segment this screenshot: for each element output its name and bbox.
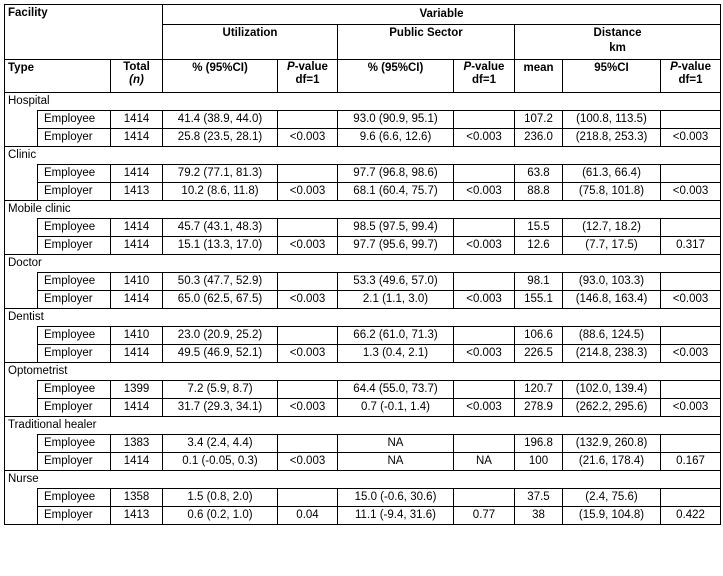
cell-utilization-p: <0.003 <box>278 291 338 309</box>
indent-cell <box>5 273 38 291</box>
cell-total: 1414 <box>111 345 163 363</box>
cell-utilization: 3.4 (2.4, 4.4) <box>163 435 278 453</box>
cell-distance-mean: 88.8 <box>515 183 563 201</box>
cell-utilization-p: <0.003 <box>278 345 338 363</box>
cell-type: Employer <box>38 453 111 471</box>
indent-cell <box>5 435 38 453</box>
cell-public-sector-p: <0.003 <box>454 183 515 201</box>
cell-utilization: 15.1 (13.3, 17.0) <box>163 237 278 255</box>
header-pub-pct: % (95%CI) <box>338 60 454 93</box>
cell-public-sector-p <box>454 435 515 453</box>
cell-distance-p: <0.003 <box>661 399 721 417</box>
section-row <box>5 471 721 489</box>
cell-type: Employer <box>38 507 111 525</box>
cell-distance-p <box>661 489 721 507</box>
cell-distance-ci: (61.3, 66.4) <box>563 165 661 183</box>
cell-utilization-p <box>278 381 338 399</box>
cell-utilization-p <box>278 327 338 345</box>
cell-distance-ci: (100.8, 113.5) <box>563 111 661 129</box>
table-row <box>5 489 721 507</box>
cell-distance-mean: 120.7 <box>515 381 563 399</box>
cell-distance-p: <0.003 <box>661 129 721 147</box>
cell-public-sector: NA <box>338 435 454 453</box>
table-row <box>5 219 721 237</box>
cell-total: 1414 <box>111 399 163 417</box>
cell-public-sector: 66.2 (61.0, 71.3) <box>338 327 454 345</box>
cell-distance-ci: (218.8, 253.3) <box>563 129 661 147</box>
cell-distance-ci: (262.2, 295.6) <box>563 399 661 417</box>
section-label: Hospital <box>5 93 721 111</box>
cell-type: Employee <box>38 165 111 183</box>
header-type: Type <box>5 60 111 93</box>
cell-utilization-p <box>278 435 338 453</box>
section-label: Clinic <box>5 147 721 165</box>
cell-distance-mean: 63.8 <box>515 165 563 183</box>
table-row <box>5 291 721 309</box>
cell-public-sector-p <box>454 327 515 345</box>
cell-distance-mean: 155.1 <box>515 291 563 309</box>
cell-distance-mean: 15.5 <box>515 219 563 237</box>
indent-cell <box>5 129 38 147</box>
cell-type: Employee <box>38 381 111 399</box>
cell-distance-p: <0.003 <box>661 345 721 363</box>
cell-total: 1414 <box>111 291 163 309</box>
cell-distance-ci: (21.6, 178.4) <box>563 453 661 471</box>
header-mean: mean <box>515 60 563 93</box>
cell-distance-mean: 226.5 <box>515 345 563 363</box>
cell-utilization-p <box>278 273 338 291</box>
header-distance <box>515 25 721 60</box>
table-body <box>5 93 721 525</box>
indent-cell <box>5 111 38 129</box>
cell-utilization: 41.4 (38.9, 44.0) <box>163 111 278 129</box>
header-dist-df: df=1 <box>678 74 703 86</box>
cell-total: 1399 <box>111 381 163 399</box>
cell-utilization-p: <0.003 <box>278 453 338 471</box>
table-row <box>5 345 721 363</box>
cell-utilization: 31.7 (29.3, 34.1) <box>163 399 278 417</box>
header-distance-unit: km <box>609 42 626 54</box>
cell-distance-mean: 100 <box>515 453 563 471</box>
cell-total: 1413 <box>111 507 163 525</box>
header-distance-label: Distance <box>593 27 642 39</box>
cell-distance-p <box>661 381 721 399</box>
cell-public-sector: 2.1 (1.1, 3.0) <box>338 291 454 309</box>
header-utilization: Utilization <box>163 25 338 60</box>
cell-public-sector: 9.6 (6.6, 12.6) <box>338 129 454 147</box>
cell-distance-p <box>661 273 721 291</box>
table-row <box>5 237 721 255</box>
header-variable: Variable <box>163 5 721 25</box>
cell-distance-p: 0.167 <box>661 453 721 471</box>
cell-distance-ci: (214.8, 238.3) <box>563 345 661 363</box>
cell-total: 1414 <box>111 111 163 129</box>
cell-distance-p <box>661 111 721 129</box>
section-label: Optometrist <box>5 363 721 381</box>
cell-type: Employer <box>38 399 111 417</box>
header-facility: Facility <box>5 5 163 60</box>
cell-distance-mean: 196.8 <box>515 435 563 453</box>
section-label: Dentist <box>5 309 721 327</box>
table-row <box>5 507 721 525</box>
cell-type: Employer <box>38 291 111 309</box>
header-util-p-label: P-value <box>287 61 328 73</box>
cell-distance-mean: 107.2 <box>515 111 563 129</box>
cell-type: Employer <box>38 237 111 255</box>
header-dist-p <box>661 60 721 93</box>
cell-total: 1358 <box>111 489 163 507</box>
cell-distance-p: <0.003 <box>661 183 721 201</box>
header-total-label: Total <box>123 61 150 73</box>
cell-distance-mean: 12.6 <box>515 237 563 255</box>
cell-distance-ci: (146.8, 163.4) <box>563 291 661 309</box>
cell-public-sector-p <box>454 165 515 183</box>
cell-public-sector: 97.7 (96.8, 98.6) <box>338 165 454 183</box>
cell-utilization-p <box>278 489 338 507</box>
cell-public-sector-p: 0.77 <box>454 507 515 525</box>
cell-utilization-p: <0.003 <box>278 237 338 255</box>
cell-distance-ci: (7.7, 17.5) <box>563 237 661 255</box>
cell-utilization-p <box>278 111 338 129</box>
section-label: Nurse <box>5 471 721 489</box>
cell-utilization: 23.0 (20.9, 25.2) <box>163 327 278 345</box>
cell-utilization-p: <0.003 <box>278 129 338 147</box>
header-pub-p-label: P-value <box>463 61 505 73</box>
header-total-n: (n) <box>129 74 144 86</box>
cell-utilization-p: <0.003 <box>278 183 338 201</box>
table-row <box>5 165 721 183</box>
cell-public-sector-p: <0.003 <box>454 237 515 255</box>
facility-table <box>4 4 721 525</box>
cell-distance-mean: 38 <box>515 507 563 525</box>
section-row <box>5 309 721 327</box>
cell-type: Employee <box>38 273 111 291</box>
table-row <box>5 327 721 345</box>
cell-distance-ci: (102.0, 139.4) <box>563 381 661 399</box>
cell-utilization: 1.5 (0.8, 2.0) <box>163 489 278 507</box>
cell-type: Employee <box>38 327 111 345</box>
cell-distance-ci: (2.4, 75.6) <box>563 489 661 507</box>
cell-utilization: 10.2 (8.6, 11.8) <box>163 183 278 201</box>
cell-public-sector-p <box>454 111 515 129</box>
cell-distance-ci: (12.7, 18.2) <box>563 219 661 237</box>
cell-total: 1414 <box>111 129 163 147</box>
cell-utilization: 50.3 (47.7, 52.9) <box>163 273 278 291</box>
cell-distance-ci: (75.8, 101.8) <box>563 183 661 201</box>
cell-public-sector: NA <box>338 453 454 471</box>
section-row <box>5 93 721 111</box>
indent-cell <box>5 237 38 255</box>
cell-distance-mean: 236.0 <box>515 129 563 147</box>
cell-distance-ci: (132.9, 260.8) <box>563 435 661 453</box>
header-util-p <box>278 60 338 93</box>
cell-public-sector-p: <0.003 <box>454 129 515 147</box>
cell-utilization: 0.6 (0.2, 1.0) <box>163 507 278 525</box>
section-row <box>5 255 721 273</box>
cell-type: Employee <box>38 435 111 453</box>
cell-public-sector: 11.1 (-9.4, 31.6) <box>338 507 454 525</box>
cell-public-sector-p: <0.003 <box>454 345 515 363</box>
section-row <box>5 147 721 165</box>
cell-public-sector-p: NA <box>454 453 515 471</box>
cell-public-sector: 0.7 (-0.1, 1.4) <box>338 399 454 417</box>
cell-public-sector: 64.4 (55.0, 73.7) <box>338 381 454 399</box>
indent-cell <box>5 399 38 417</box>
cell-utilization: 45.7 (43.1, 48.3) <box>163 219 278 237</box>
table-row <box>5 381 721 399</box>
indent-cell <box>5 165 38 183</box>
cell-public-sector: 93.0 (90.9, 95.1) <box>338 111 454 129</box>
header-dist-p-label: P-value <box>670 61 711 73</box>
cell-distance-p <box>661 219 721 237</box>
indent-cell <box>5 291 38 309</box>
cell-distance-ci: (15.9, 104.8) <box>563 507 661 525</box>
cell-public-sector-p <box>454 381 515 399</box>
cell-public-sector-p: <0.003 <box>454 291 515 309</box>
cell-total: 1410 <box>111 327 163 345</box>
cell-total: 1413 <box>111 183 163 201</box>
indent-cell <box>5 381 38 399</box>
cell-public-sector: 53.3 (49.6, 57.0) <box>338 273 454 291</box>
table-row <box>5 435 721 453</box>
cell-total: 1383 <box>111 435 163 453</box>
header-util-pct: % (95%CI) <box>163 60 278 93</box>
cell-distance-ci: (93.0, 103.3) <box>563 273 661 291</box>
cell-utilization: 65.0 (62.5, 67.5) <box>163 291 278 309</box>
section-row <box>5 201 721 219</box>
indent-cell <box>5 327 38 345</box>
table-row <box>5 111 721 129</box>
indent-cell <box>5 507 38 525</box>
table-row <box>5 129 721 147</box>
indent-cell <box>5 453 38 471</box>
indent-cell <box>5 489 38 507</box>
header-util-df: df=1 <box>295 74 320 86</box>
cell-distance-p: 0.317 <box>661 237 721 255</box>
section-row <box>5 417 721 435</box>
cell-distance-p: <0.003 <box>661 291 721 309</box>
cell-distance-ci: (88.6, 124.5) <box>563 327 661 345</box>
cell-utilization: 79.2 (77.1, 81.3) <box>163 165 278 183</box>
cell-distance-mean: 98.1 <box>515 273 563 291</box>
indent-cell <box>5 345 38 363</box>
cell-type: Employee <box>38 111 111 129</box>
cell-public-sector-p <box>454 219 515 237</box>
table-row <box>5 399 721 417</box>
cell-public-sector-p <box>454 489 515 507</box>
section-label: Doctor <box>5 255 721 273</box>
header-pub-p <box>454 60 515 93</box>
section-label: Traditional healer <box>5 417 721 435</box>
cell-distance-mean: 106.6 <box>515 327 563 345</box>
indent-cell <box>5 183 38 201</box>
cell-utilization: 7.2 (5.9, 8.7) <box>163 381 278 399</box>
cell-public-sector-p <box>454 273 515 291</box>
header-public-sector: Public Sector <box>338 25 515 60</box>
cell-total: 1414 <box>111 165 163 183</box>
cell-distance-p <box>661 435 721 453</box>
cell-total: 1410 <box>111 273 163 291</box>
cell-type: Employer <box>38 183 111 201</box>
cell-total: 1414 <box>111 237 163 255</box>
cell-distance-p: 0.422 <box>661 507 721 525</box>
header-pub-df: df=1 <box>472 74 496 86</box>
cell-utilization-p: 0.04 <box>278 507 338 525</box>
section-row <box>5 363 721 381</box>
section-label: Mobile clinic <box>5 201 721 219</box>
cell-type: Employee <box>38 219 111 237</box>
table-row <box>5 273 721 291</box>
cell-public-sector: 97.7 (95.6, 99.7) <box>338 237 454 255</box>
cell-utilization: 49.5 (46.9, 52.1) <box>163 345 278 363</box>
table-row <box>5 453 721 471</box>
cell-public-sector: 68.1 (60.4, 75.7) <box>338 183 454 201</box>
cell-type: Employer <box>38 345 111 363</box>
cell-distance-p <box>661 327 721 345</box>
cell-utilization-p <box>278 165 338 183</box>
cell-total: 1414 <box>111 219 163 237</box>
table-row <box>5 183 721 201</box>
cell-distance-mean: 278.9 <box>515 399 563 417</box>
cell-utilization: 0.1 (-0.05, 0.3) <box>163 453 278 471</box>
cell-total: 1414 <box>111 453 163 471</box>
cell-public-sector: 15.0 (-0.6, 30.6) <box>338 489 454 507</box>
cell-type: Employer <box>38 129 111 147</box>
cell-utilization-p <box>278 219 338 237</box>
cell-distance-p <box>661 165 721 183</box>
cell-utilization-p: <0.003 <box>278 399 338 417</box>
cell-utilization: 25.8 (23.5, 28.1) <box>163 129 278 147</box>
cell-public-sector: 98.5 (97.5, 99.4) <box>338 219 454 237</box>
cell-public-sector-p: <0.003 <box>454 399 515 417</box>
indent-cell <box>5 219 38 237</box>
cell-distance-mean: 37.5 <box>515 489 563 507</box>
cell-public-sector: 1.3 (0.4, 2.1) <box>338 345 454 363</box>
cell-type: Employee <box>38 489 111 507</box>
header-ci95: 95%CI <box>563 60 661 93</box>
header-total <box>111 60 163 93</box>
